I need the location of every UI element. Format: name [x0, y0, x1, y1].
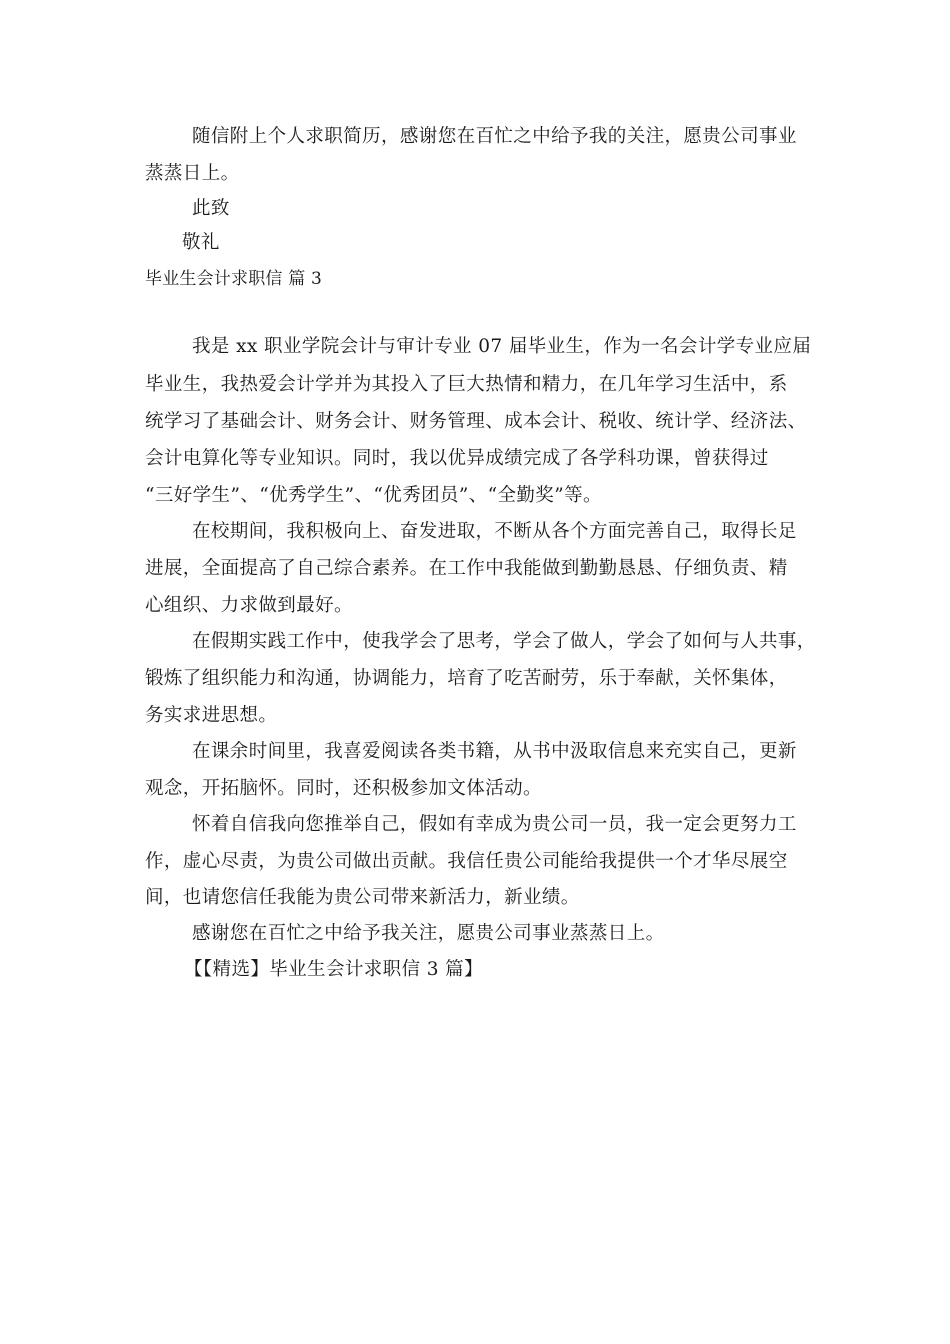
p5-line-3: 间，也请您信任我能为贵公司带来新活力，新业绩。: [145, 887, 580, 908]
p1-line-3: 统学习了基础会计、财务会计、财务管理、成本会计、税收、统计学、经济法、: [145, 411, 807, 432]
p5-line-1: 怀着自信我向您推举自己，假如有幸成为贵公司一员，我一定会更努力工: [192, 814, 797, 835]
intro-line-1: 随信附上个人求职简历，感谢您在百忙之中给予我的关注，愿贵公司事业: [192, 126, 797, 147]
p3-line-3: 务实求进思想。: [145, 705, 278, 726]
p1-line-1: 我是 xx 职业学院会计与审计专业 07 届毕业生，作为一名会计学专业应届: [192, 336, 812, 357]
p1-line-4: 会计电算化等专业知识。同时，我以优异成绩完成了各学科功课，曾获得过: [145, 448, 769, 469]
p3-line-2: 锻炼了组织能力和沟通，协调能力，培育了吃苦耐劳，乐于奉献，关怀集体，: [145, 668, 788, 689]
footer-title: 【【精选】毕业生会计求职信 3 篇】: [184, 959, 483, 980]
p3-line-1: 在假期实践工作中，使我学会了思考，学会了做人，学会了如何与人共事，: [192, 631, 816, 652]
p1-line-2: 毕业生，我热爱会计学并为其投入了巨大热情和精力，在几年学习生活中，系: [145, 374, 788, 395]
p4-line-2: 观念，开拓脑怀。同时，还积极参加文体活动。: [145, 778, 542, 799]
p6-line-1: 感谢您在百忙之中给予我关注，愿贵公司事业蒸蒸日上。: [192, 923, 665, 944]
p4-line-1: 在课余时间里，我喜爱阅读各类书籍，从书中汲取信息来充实自己，更新: [192, 741, 797, 762]
closing-salutation: 此致: [192, 198, 230, 219]
closing-regards: 敬礼: [182, 232, 220, 253]
section-heading: 毕业生会计求职信 篇 3: [145, 269, 323, 289]
p5-line-2: 作，虚心尽责，为贵公司做出贡献。我信任贵公司能给我提供一个才华尽展空: [145, 851, 788, 872]
p1-line-5: “三好学生”、“优秀学生”、“优秀团员”、“全勤奖”等。: [145, 485, 602, 506]
p2-line-3: 心组织、力求做到最好。: [145, 595, 353, 616]
intro-line-2: 蒸蒸日上。: [145, 163, 240, 184]
p2-line-1: 在校期间，我积极向上、奋发进取，不断从各个方面完善自己，取得长足: [192, 521, 797, 542]
p2-line-2: 进展，全面提高了自己综合素养。在工作中我能做到勤勤恳恳、仔细负责、精: [145, 558, 788, 579]
